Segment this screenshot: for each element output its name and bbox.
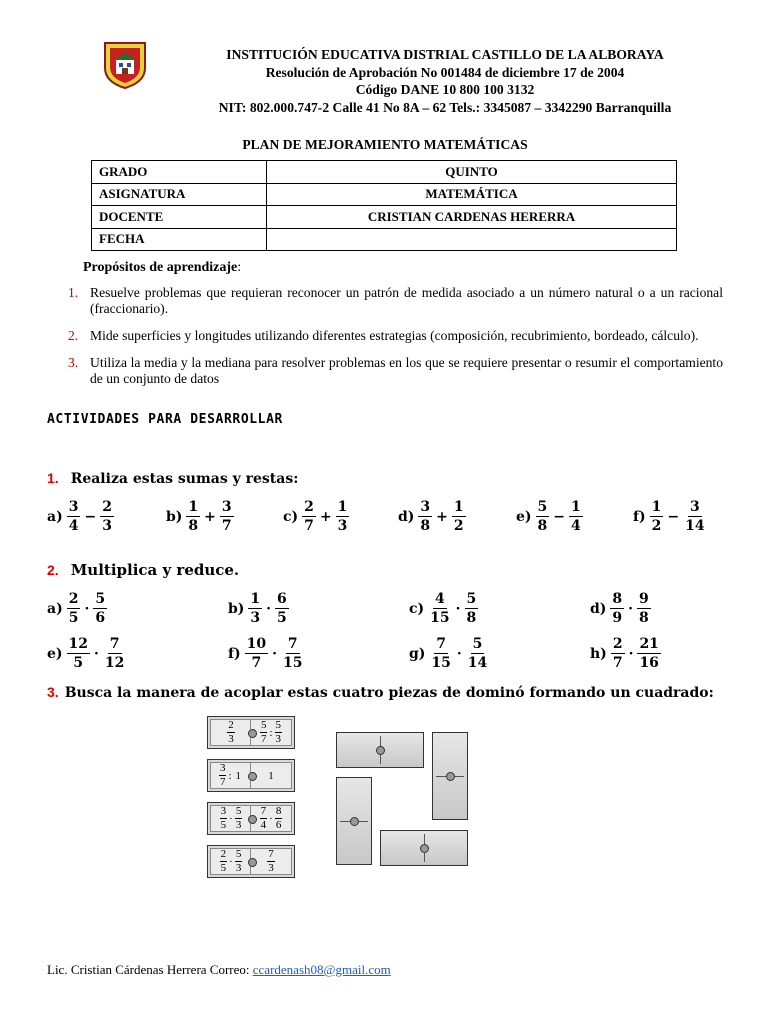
operator: ·: [456, 645, 462, 662]
operator: ·: [455, 600, 461, 617]
numerator: 5: [235, 805, 242, 817]
fraction: [103, 637, 126, 670]
table-row: [92, 206, 677, 229]
operator: −: [84, 508, 97, 525]
denominator: 7: [221, 518, 232, 534]
fraction-exercise: [590, 637, 662, 670]
numerator: 2: [304, 499, 314, 515]
numerator: 8: [275, 805, 282, 817]
fraction: [302, 500, 316, 533]
table-value: QUINTO: [267, 161, 677, 184]
operator: :: [228, 769, 232, 782]
numerator: 7: [109, 636, 120, 652]
fraction: [67, 592, 81, 625]
exercise-label: b): [166, 508, 183, 525]
domino-tile-left: [336, 777, 372, 865]
numerator: 2: [102, 499, 112, 515]
table-row: [92, 228, 677, 251]
denominator: 7: [251, 655, 262, 671]
header-line-1: INSTITUCIÓN EDUCATIVA DISTRIAL CASTILLO DE LA ALBORAYA: [226, 47, 664, 62]
footer-text: Lic. Cristian Cárdenas Herrera Correo:: [47, 962, 253, 977]
exercise-label: d): [590, 600, 607, 617]
fraction: [220, 849, 228, 874]
domino-pip-icon: [248, 729, 257, 738]
denominator: 8: [466, 610, 477, 626]
numerator: 2: [220, 848, 227, 860]
domino-pip-icon: [446, 772, 455, 781]
fraction: [465, 592, 479, 625]
denominator: 5: [73, 655, 84, 671]
denominator: 7: [612, 655, 623, 671]
exercise-label: b): [228, 600, 245, 617]
section-title: Realiza estas sumas y restas:: [70, 471, 299, 487]
fraction: [235, 806, 243, 831]
fraction: [429, 637, 452, 670]
fraction-exercise: [228, 637, 306, 670]
denominator: 14: [685, 518, 705, 534]
numerator: 2: [228, 719, 234, 731]
domino-tile-top: [336, 732, 424, 768]
fraction-exercise: [398, 500, 467, 533]
operator: +: [204, 508, 216, 525]
numerator: 1: [188, 499, 199, 515]
numerator: 1: [651, 499, 662, 515]
fraction: [235, 849, 243, 874]
domino-pip-icon: [376, 746, 385, 755]
numerator: 5: [275, 719, 282, 731]
numerator: 2: [612, 636, 623, 652]
section-number: 1.: [47, 470, 59, 486]
fraction: [220, 806, 228, 831]
domino-pip-icon: [248, 772, 257, 781]
exercise-label: f): [228, 645, 241, 662]
fraction: [637, 592, 651, 625]
fraction: [452, 500, 466, 533]
fraction: [219, 763, 227, 788]
numerator: 12: [68, 636, 89, 652]
denominator: 12: [104, 655, 125, 671]
fraction: [536, 500, 550, 533]
denominator: 3: [268, 862, 274, 874]
table-label: ASIGNATURA: [92, 183, 267, 206]
fraction-exercise: [409, 637, 490, 670]
fraction: [650, 500, 664, 533]
fraction: [569, 500, 583, 533]
numerator: 5: [260, 719, 267, 731]
numerator: 10: [246, 636, 267, 652]
domino-left: [210, 719, 252, 746]
exercise-label: e): [47, 645, 63, 662]
exercise-label: g): [409, 645, 426, 662]
domino-left: [210, 848, 252, 875]
purposes-title-text: Propósitos de aprendizaje: [83, 260, 238, 275]
fraction: [281, 637, 304, 670]
numerator: 8: [612, 591, 623, 607]
header-line-4: NIT: 802.000.747-2 Calle 41 No 8A – 62 Tels.: 3345087 – 3342290 Barranquilla: [218, 99, 672, 115]
domino-pip-icon: [420, 844, 429, 853]
numerator: 5: [95, 591, 106, 607]
denominator: 7: [260, 733, 267, 745]
denominator: 5: [220, 862, 227, 874]
item-text: Resuelve problemas que requieran reconocer un patrón de medida asociado a un número natural o a un racional (fraccionario).: [90, 285, 723, 316]
numerator: 2: [68, 591, 79, 607]
denominator: 8: [537, 518, 548, 534]
denominator: 5: [277, 610, 287, 626]
operator: −: [667, 508, 680, 525]
numerator: 6: [277, 591, 287, 607]
domino-piece: [207, 802, 295, 835]
table-label: FECHA: [92, 228, 267, 251]
domino-piece: [207, 716, 295, 749]
domino-piece: [207, 759, 295, 792]
purposes-title-colon: :: [237, 260, 242, 275]
operator: ·: [229, 855, 233, 868]
denominator: 15: [430, 610, 450, 626]
denominator: 5: [220, 819, 227, 831]
operator: −: [553, 508, 566, 525]
denominator: 3: [250, 610, 261, 626]
table-value: [267, 228, 677, 251]
table-row: [92, 183, 677, 206]
exercise-label: f): [633, 508, 646, 525]
domino-pip-icon: [248, 858, 257, 867]
denominator: 3: [228, 733, 234, 745]
numerator: 5: [235, 848, 242, 860]
fraction: [67, 637, 90, 670]
table-label: DOCENTE: [92, 206, 267, 229]
fraction: [275, 720, 283, 745]
table-value: MATEMÁTICA: [267, 183, 677, 206]
fraction: [93, 592, 107, 625]
list-item: [66, 285, 723, 317]
numerator: 3: [221, 499, 232, 515]
operator: +: [319, 508, 332, 525]
numerator: 1: [571, 499, 581, 515]
section3-heading: [47, 684, 714, 702]
item-number: 1.: [68, 285, 79, 300]
denominator: 8: [420, 518, 431, 534]
fraction-exercise: [47, 500, 115, 533]
fraction: [245, 637, 268, 670]
fraction-exercise: [166, 500, 235, 533]
purposes-title: [83, 260, 241, 276]
section-title: Multiplica y reduce.: [70, 561, 240, 579]
fraction-exercise: [228, 592, 290, 625]
numerator: 3: [68, 499, 79, 515]
fraction-exercise: [283, 500, 350, 533]
fraction: [275, 806, 283, 831]
activities-title: ACTIVIDADES PARA DESARROLLAR: [47, 412, 283, 427]
fraction: [67, 500, 81, 533]
fraction: [186, 500, 200, 533]
operator: ·: [272, 645, 278, 662]
fraction: [267, 849, 275, 874]
denominator: 3: [235, 862, 242, 874]
fraction: [100, 500, 114, 533]
denominator: 7: [304, 518, 314, 534]
fraction: [227, 720, 235, 745]
fraction: [611, 637, 625, 670]
exercise-label: c): [283, 508, 299, 525]
fraction: [418, 500, 432, 533]
denominator: 6: [95, 610, 106, 626]
item-number: 3.: [68, 355, 79, 370]
purposes-list: [66, 285, 723, 398]
exercise-label: h): [590, 645, 607, 662]
denominator: 4: [571, 518, 581, 534]
numerator: 9: [639, 591, 649, 607]
item-number: 2.: [68, 328, 79, 343]
numerator: 3: [220, 805, 227, 817]
numerator: 3: [690, 499, 700, 515]
table-value: CRISTIAN CARDENAS HERERRA: [267, 206, 677, 229]
denominator: 5: [68, 610, 79, 626]
section2-heading: [47, 561, 239, 580]
numerator: 4: [435, 591, 445, 607]
fraction-exercise: [516, 500, 584, 533]
fraction: [336, 500, 350, 533]
denominator: 15: [431, 655, 451, 671]
fraction-exercise: [409, 592, 479, 625]
institution-header: [160, 46, 730, 116]
domino-piece: [207, 845, 295, 878]
list-item: [66, 355, 723, 387]
numerator: 7: [436, 636, 447, 652]
numerator: 7: [260, 805, 267, 817]
exercise-label: e): [516, 508, 532, 525]
fraction-exercise: [47, 637, 127, 670]
operator: +: [436, 508, 448, 525]
table-label: GRADO: [92, 161, 267, 184]
numerator: 7: [287, 636, 298, 652]
numerator: 1: [337, 499, 348, 515]
value: 1: [235, 769, 242, 782]
fraction-exercise: [633, 500, 708, 533]
operator: ·: [628, 645, 634, 662]
fraction: [610, 592, 624, 625]
denominator: 4: [260, 819, 267, 831]
section1-heading: [47, 470, 298, 488]
numerator: 5: [466, 591, 477, 607]
email-link[interactable]: ccardenash08@gmail.com: [252, 962, 391, 977]
fraction: [637, 637, 660, 670]
domino-left: [210, 805, 252, 832]
domino-tile-right: [432, 732, 468, 820]
domino-tile-bottom: [380, 830, 468, 866]
fraction-exercise: [47, 592, 108, 625]
numerator: 3: [219, 762, 226, 774]
denominator: 16: [639, 655, 659, 671]
denominator: 14: [467, 655, 488, 671]
fraction: [683, 500, 706, 533]
denominator: 6: [275, 819, 282, 831]
exercise-label: d): [398, 508, 415, 525]
exercise-label: a): [47, 600, 63, 617]
operator: ·: [94, 645, 99, 662]
fraction: [220, 500, 234, 533]
fraction: [260, 720, 268, 745]
denominator: 7: [219, 776, 226, 788]
exercise-label: a): [47, 508, 63, 525]
denominator: 3: [337, 518, 348, 534]
operator: ·: [229, 812, 233, 825]
denominator: 9: [612, 610, 623, 626]
fraction: [466, 637, 489, 670]
fraction: [275, 592, 289, 625]
numerator: 5: [472, 636, 483, 652]
operator: ·: [84, 600, 90, 617]
domino-pip-icon: [248, 815, 257, 824]
denominator: 8: [188, 518, 199, 534]
exercise-label: c): [409, 600, 425, 617]
denominator: 2: [453, 518, 464, 534]
header-line-2: Resolución de Aprobación No 001484 de diciembre 17 de 2004: [265, 64, 625, 80]
denominator: 3: [102, 518, 112, 534]
operator: ·: [628, 600, 634, 617]
list-item: [66, 328, 723, 344]
denominator: 8: [639, 610, 649, 626]
denominator: 4: [68, 518, 79, 534]
item-text: Mide superficies y longitudes utilizando diferentes estrategias (composición, recubrimiento, bordeado, cálculo).: [90, 328, 699, 343]
fraction-exercise: [590, 592, 652, 625]
denominator: 3: [235, 819, 242, 831]
plan-title: PLAN DE MEJORAMIENTO MATEMÁTICAS: [242, 137, 528, 152]
fraction: [248, 592, 262, 625]
denominator: 3: [275, 733, 282, 745]
numerator: 5: [537, 499, 548, 515]
school-shield-icon: [102, 40, 148, 90]
section-number: 2.: [47, 562, 59, 578]
operator: ·: [266, 600, 272, 617]
operator: ·: [269, 812, 273, 825]
domino-pip-icon: [350, 817, 359, 826]
denominator: 15: [283, 655, 303, 671]
domino-left: [210, 762, 252, 789]
fraction: [260, 806, 268, 831]
numerator: 3: [420, 499, 431, 515]
section-title: Busca la manera de acoplar estas cuatro piezas de dominó formando un cuadrado:: [64, 685, 714, 701]
value: 1: [268, 769, 274, 782]
numerator: 7: [268, 848, 274, 860]
fraction: [428, 592, 451, 625]
table-row: [92, 161, 677, 184]
numerator: 1: [453, 499, 464, 515]
numerator: 1: [250, 591, 261, 607]
footer: [47, 962, 391, 978]
denominator: 2: [651, 518, 662, 534]
numerator: 21: [639, 636, 659, 652]
info-table: [91, 160, 677, 251]
section-number: 3.: [47, 684, 59, 700]
item-text: Utiliza la media y la mediana para resolver problemas en los que se requiere presentar o resumir el comportamiento de un conjunto de datos: [90, 355, 723, 386]
operator: :: [269, 726, 273, 739]
header-line-3: Código DANE 10 800 100 3132: [355, 82, 535, 97]
